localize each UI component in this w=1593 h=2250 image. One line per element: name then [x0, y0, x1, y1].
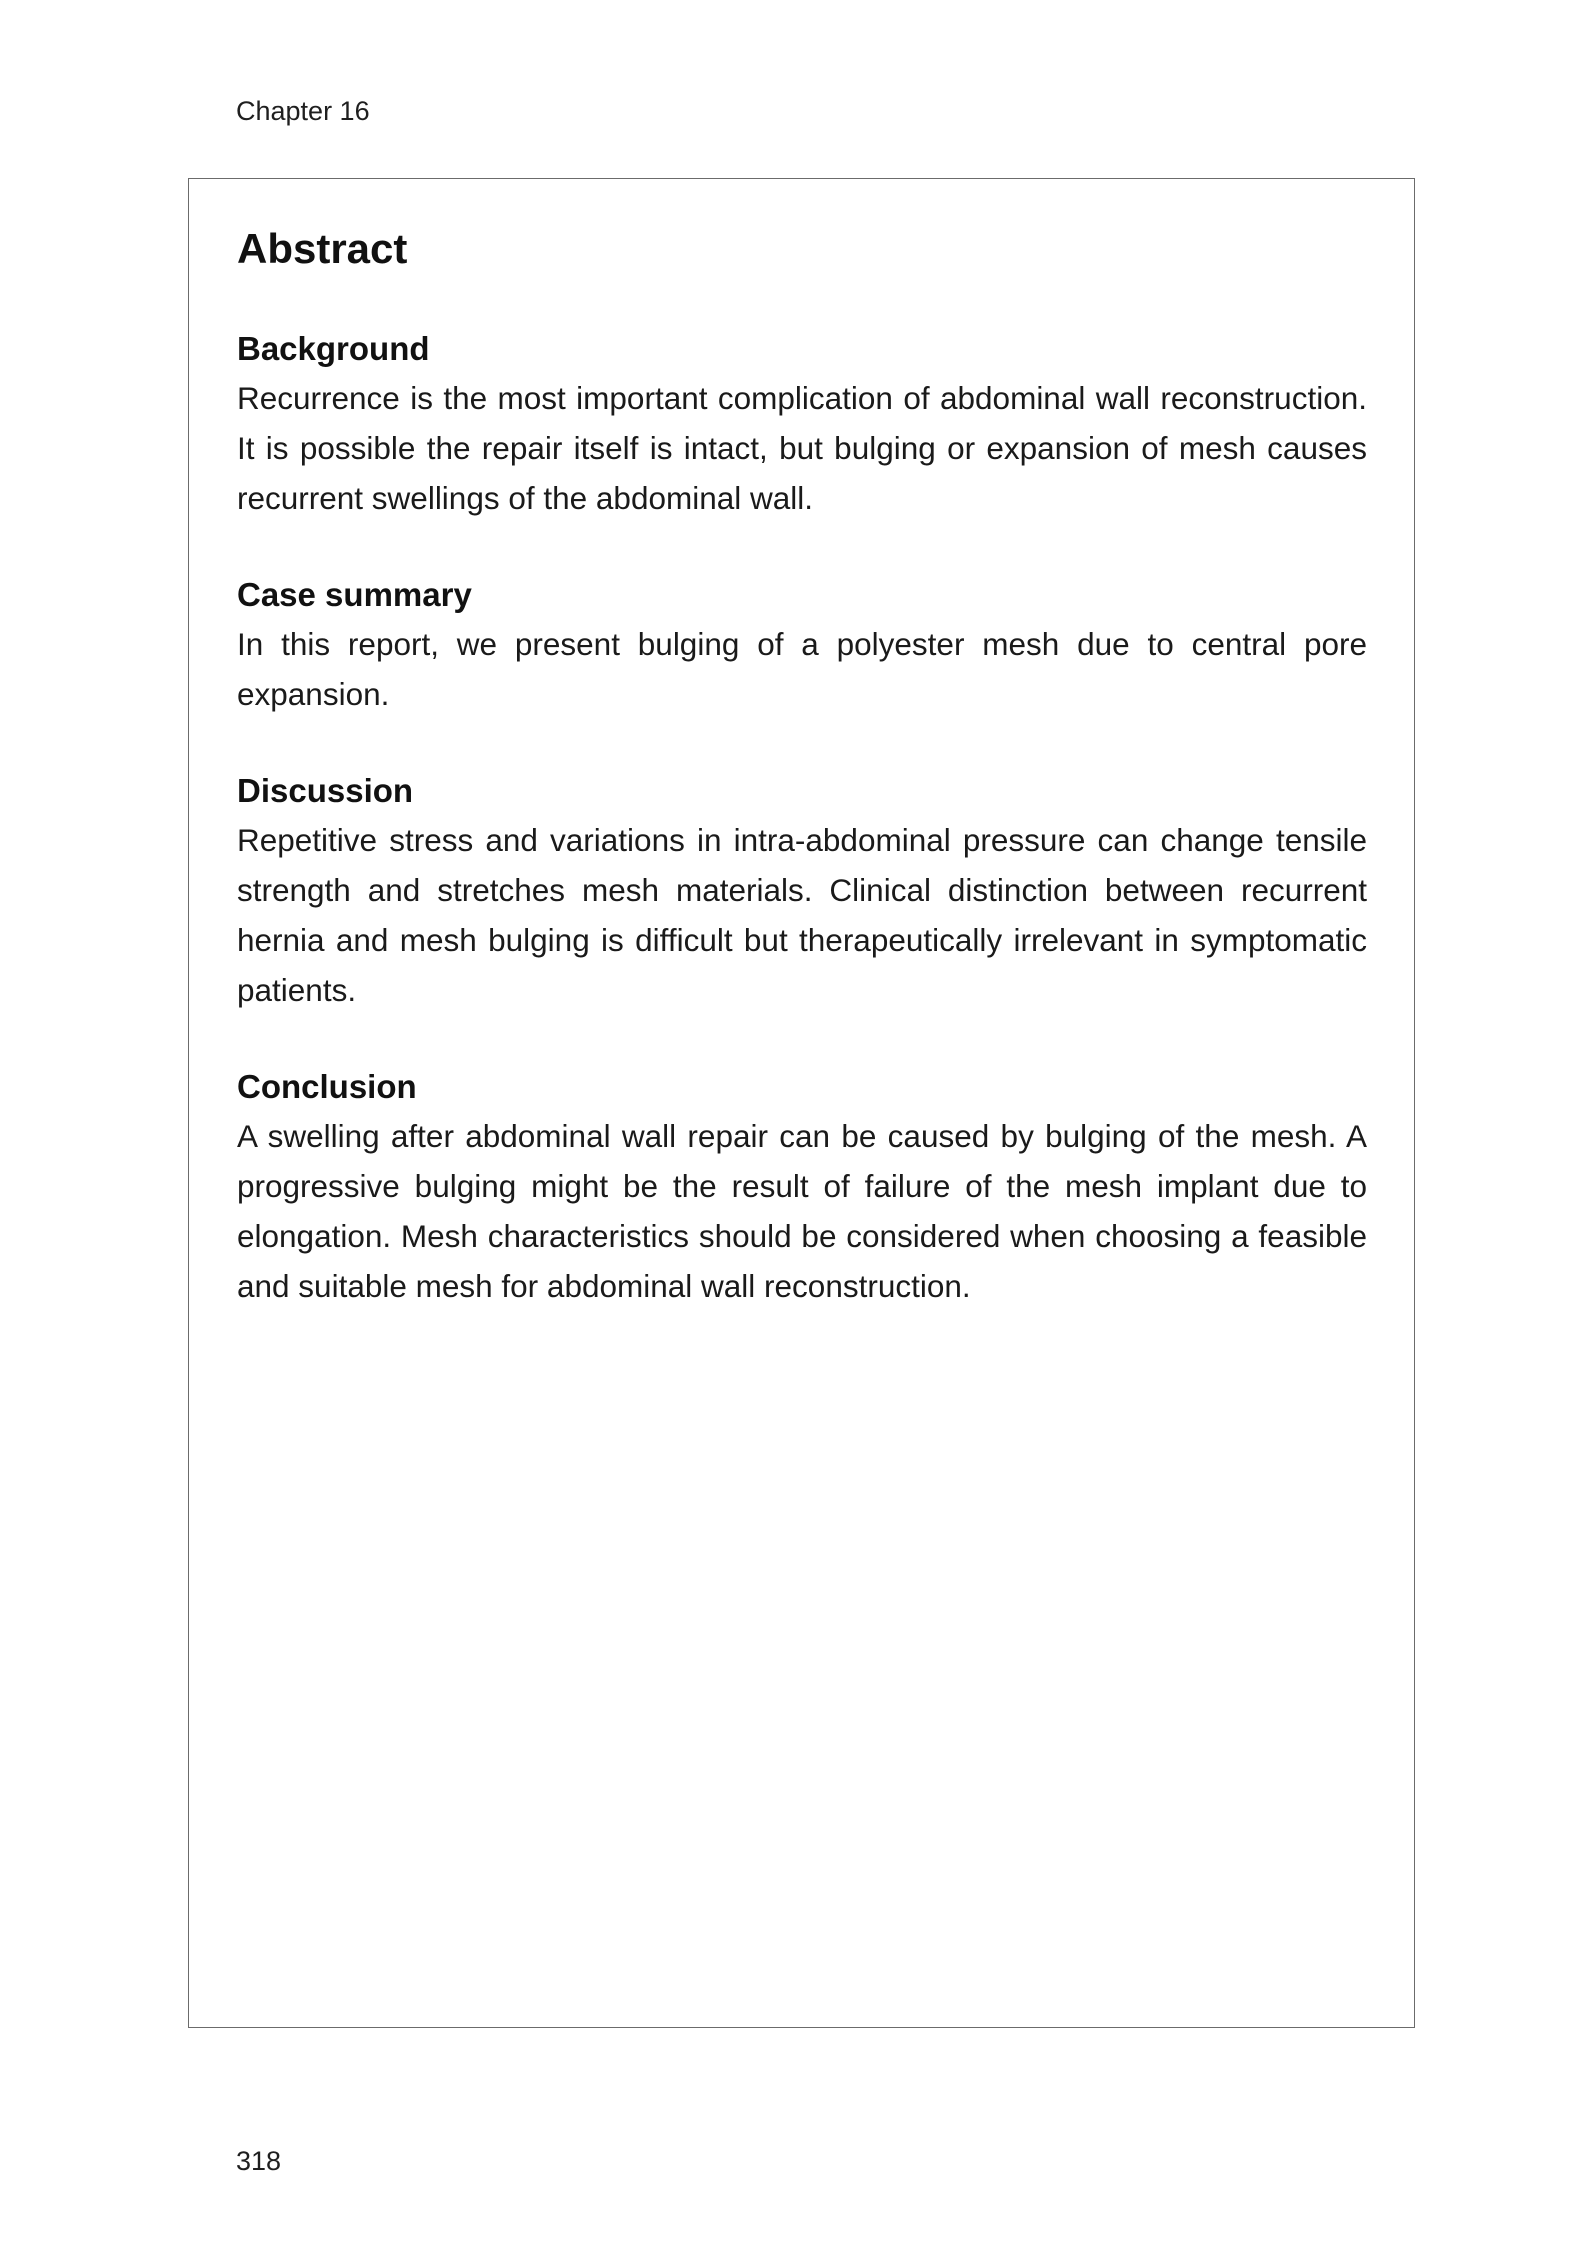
section-text-case-summary: In this report, we present bulging of a polyester mesh due to central pore expansion.: [237, 626, 1367, 712]
abstract-title: Abstract: [237, 225, 408, 272]
running-header-chapter: Chapter 16: [236, 96, 370, 126]
section-heading-conclusion: Conclusion: [237, 1068, 417, 1105]
page-number: 318: [236, 2146, 282, 2176]
abstract-box: [188, 178, 1415, 2028]
section-heading-discussion: Discussion: [237, 772, 414, 809]
section-text-conclusion: A swelling after abdominal wall repair can be caused by bulging of the mesh. A progressive bulging might be the result of failure of the mesh implant due to elongation. Mesh characteristics should be considered when choosing a feasible and suitable mesh for abdominal wall reconstruction.: [237, 1118, 1367, 1304]
section-text-discussion: Repetitive stress and variations in intra-abdominal pressure can change tensile strength and stretches mesh materials. Clinical distinction between recurrent hernia and mesh bulging is difficult but therapeutically irrelevant in symptomatic patients.: [237, 822, 1367, 1008]
abstract-content: [237, 221, 1367, 1311]
section-heading-background: Background: [237, 330, 430, 367]
section-case-summary: [237, 571, 1367, 719]
section-heading-case-summary: Case summary: [237, 576, 472, 613]
section-conclusion: [237, 1063, 1367, 1311]
section-background: [237, 325, 1367, 523]
section-text-background: Recurrence is the most important complication of abdominal wall reconstruction. It is possible the repair itself is intact, but bulging or expansion of mesh causes recurrent swellings of the abdominal wall.: [237, 380, 1367, 516]
section-discussion: [237, 767, 1367, 1015]
